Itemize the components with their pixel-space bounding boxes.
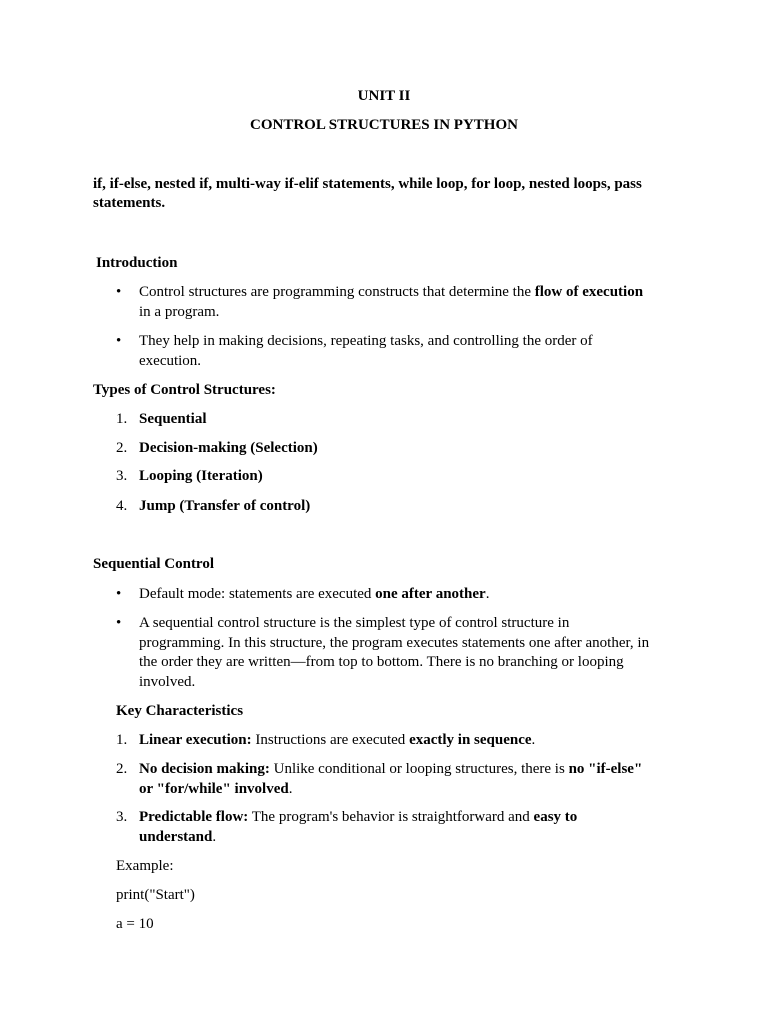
sequential-bullet-1	[139, 585, 669, 605]
key-item-text: The program's behavior is straightforward and	[248, 809, 534, 825]
list-number: 4.	[116, 498, 128, 514]
example-label: Example:	[116, 858, 174, 874]
types-item-sequential: Sequential	[139, 411, 207, 427]
topics-line-1: if, if-else, nested if, multi-way if-elif statements, while loop, for loop, nested loops, pass	[93, 176, 642, 192]
types-heading: Types of Control Structures:	[93, 382, 276, 398]
sequential-bullet-2-line: the order they are written—from top to bottom. There is no branching or looping	[139, 654, 624, 670]
key-characteristics-heading: Key Characteristics	[116, 703, 244, 719]
key-item-bold: or "for/while" involved	[139, 780, 289, 797]
topics-line-2: statements.	[93, 195, 166, 211]
list-number: 2.	[116, 761, 128, 777]
key-item-no-decision	[139, 760, 669, 799]
key-item-end: .	[288, 780, 293, 797]
introduction-heading: Introduction	[96, 255, 178, 271]
sequential-bullet-2-line: involved.	[139, 673, 196, 690]
list-number: 1.	[116, 732, 128, 748]
code-line: a = 10	[116, 916, 154, 932]
key-item-bold: easy to	[533, 809, 578, 825]
types-item-jump: Jump (Transfer of control)	[139, 498, 311, 514]
intro-bullet-1	[139, 283, 669, 322]
bullet-icon: •	[116, 586, 122, 602]
list-number: 3.	[116, 468, 128, 484]
sequential-bullet-1-end: .	[485, 586, 490, 602]
list-number: 2.	[116, 440, 128, 456]
key-item-end: .	[531, 732, 536, 748]
code-line: print("Start")	[116, 887, 195, 903]
intro-bullet-1-text: Control structures are programming constructs that determine the	[139, 284, 535, 300]
list-number: 3.	[116, 809, 128, 825]
key-item-end: .	[212, 828, 217, 845]
bullet-icon: •	[116, 284, 122, 300]
unit-heading: UNIT II	[357, 88, 411, 104]
key-item-label: Linear execution:	[139, 732, 252, 748]
sequential-heading: Sequential Control	[93, 556, 214, 572]
intro-bullet-1-line2: in a program.	[139, 303, 220, 320]
sequential-bullet-1-bold: one after another	[375, 586, 486, 602]
bullet-icon: •	[116, 333, 122, 349]
key-item-bold: understand	[139, 828, 213, 845]
key-item-bold: no "if-else"	[568, 761, 643, 777]
sequential-bullet-2-line: A sequential control structure is the simplest type of control structure in	[139, 615, 570, 631]
types-item-looping: Looping (Iteration)	[139, 468, 263, 484]
key-item-bold: exactly in sequence	[409, 732, 532, 748]
intro-bullet-2	[139, 332, 669, 371]
key-item-linear	[139, 731, 669, 751]
key-item-text: Instructions are executed	[251, 732, 410, 748]
list-number: 1.	[116, 411, 128, 427]
intro-bullet-2-text: They help in making decisions, repeating tasks, and controlling the order of	[139, 333, 593, 349]
sequential-bullet-2	[139, 614, 699, 692]
page-title: CONTROL STRUCTURES IN PYTHON	[250, 117, 518, 133]
sequential-bullet-2-line: programming. In this structure, the program executes statements one after another, in	[139, 634, 650, 651]
sequential-bullet-1-text: Default mode: statements are executed	[139, 586, 376, 602]
key-item-label: Predictable flow:	[139, 809, 249, 825]
types-item-decision: Decision-making (Selection)	[139, 440, 318, 456]
intro-bullet-1-bold: flow of execution	[534, 284, 644, 300]
key-item-text: Unlike conditional or looping structures, there is	[269, 761, 569, 777]
key-item-predictable	[139, 808, 669, 847]
intro-bullet-2-line2: execution.	[139, 352, 202, 369]
bullet-icon: •	[116, 615, 122, 631]
key-item-label: No decision making:	[139, 761, 270, 777]
